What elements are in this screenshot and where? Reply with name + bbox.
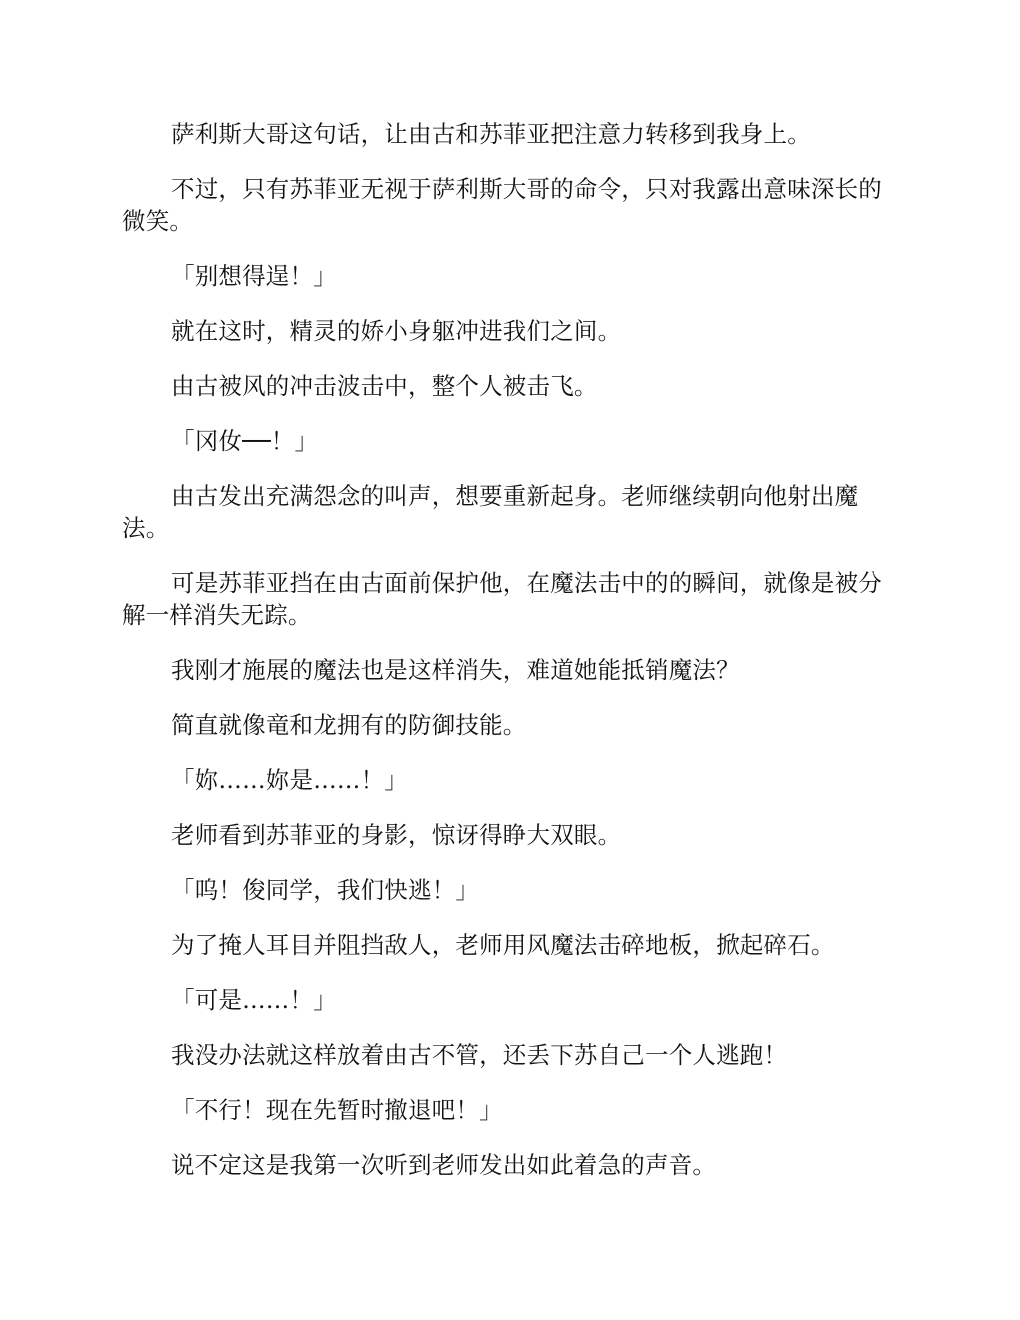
paragraph: 「别想得逞！」: [171, 262, 337, 290]
paragraph: 老师看到苏菲亚的身影，惊讶得睁大双眼。: [171, 821, 622, 849]
paragraph: 「妳……妳是……！」: [171, 766, 408, 794]
paragraph: 由古被风的冲击波击中，整个人被击飞。: [171, 372, 598, 400]
paragraph: 「可是……！」: [171, 986, 337, 1014]
paragraph: 由古发出充满怨念的叫声，想要重新起身。老师继续朝向他射出魔法。: [122, 482, 859, 542]
paragraph: 简直就像竜和龙拥有的防御技能。: [171, 711, 527, 739]
paragraph: 「呜！俊同学，我们快逃！」: [171, 876, 480, 904]
paragraph: 「冈㚢──！」: [171, 427, 319, 455]
paragraph: 就在这时，精灵的娇小身躯冲进我们之间。: [171, 317, 622, 345]
paragraph: 「不行！现在先暂时撤退吧！」: [171, 1096, 503, 1124]
paragraph: 说不定这是我第一次听到老师发出如此着急的声音。: [171, 1151, 717, 1179]
paragraph: 可是苏菲亚挡在由古面前保护他，在魔法击中的的瞬间，就像是被分解一样消失无踪。: [122, 569, 882, 629]
paragraph: 为了掩人耳目并阻挡敌人，老师用风魔法击碎地板，掀起碎石。: [171, 931, 835, 959]
paragraph: 我刚才施展的魔法也是这样消失，难道她能抵销魔法？: [171, 656, 740, 684]
paragraph: 我没办法就这样放着由古不管，还丢下苏自己一个人逃跑！: [171, 1041, 788, 1069]
paragraph: 萨利斯大哥这句话，让由古和苏菲亚把注意力转移到我身上。: [171, 120, 811, 148]
document-page: [122, 118, 898, 1204]
paragraph: 不过，只有苏菲亚无视于萨利斯大哥的命令，只对我露出意味深长的微笑。: [122, 175, 882, 235]
